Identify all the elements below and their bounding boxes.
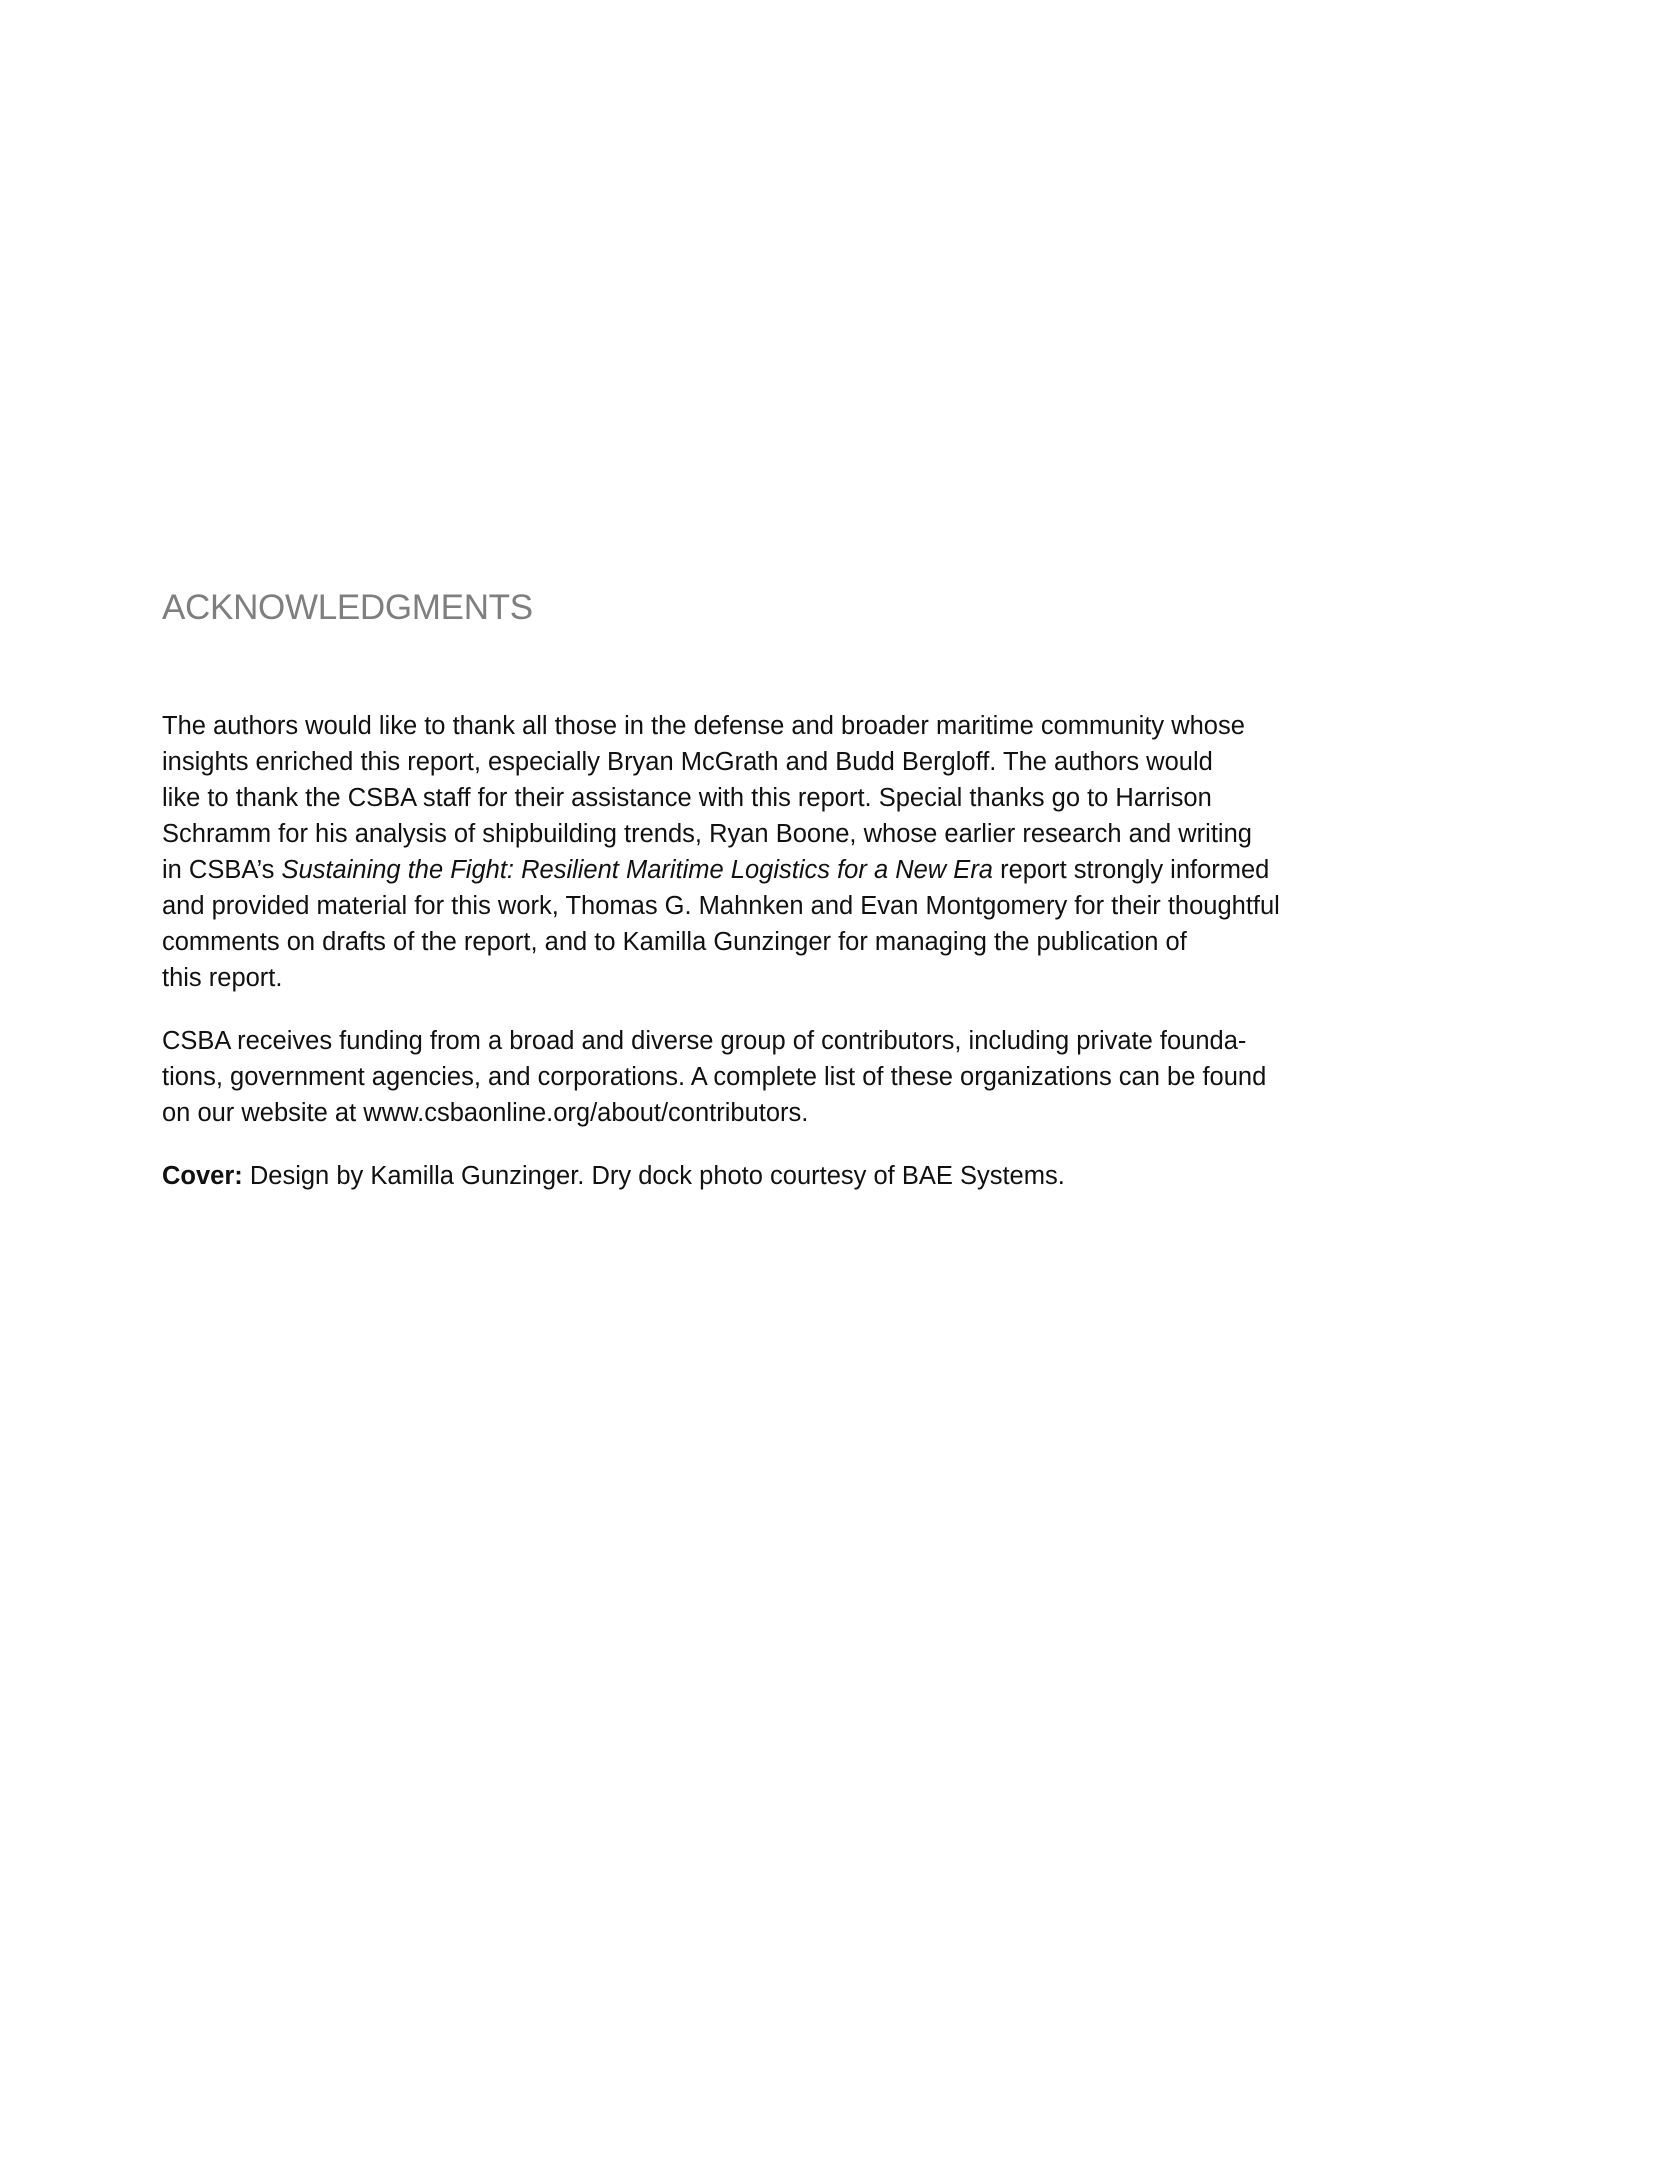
page-title: ACKNOWLEDGMENTS — [162, 588, 533, 627]
cover-credit-text: Design by Kamilla Gunzinger. Dry dock photo courtesy of BAE Systems. — [242, 1162, 1065, 1190]
text-segment: in CSBA’s — [162, 856, 282, 884]
text-line — [162, 1158, 1362, 1194]
text-line — [162, 852, 1362, 888]
paragraph-cover-credit — [162, 1158, 1362, 1194]
text-line: tions, government agencies, and corporations. A complete list of these organizations can be found — [162, 1063, 1267, 1091]
text-line: comments on drafts of the report, and to Kamilla Gunzinger for managing the publication of — [162, 928, 1187, 956]
text-line: on our website at www.csbaonline.org/about/contributors. — [162, 1099, 809, 1127]
paragraph-funding — [162, 1023, 1362, 1131]
report-title-italic: Sustaining the Fight: Resilient Maritime Logistics for a New Era — [281, 856, 993, 884]
acknowledgments-body — [162, 708, 1362, 1221]
text-line: The authors would like to thank all those in the defense and broader maritime community whose — [162, 712, 1245, 740]
text-line: this report. — [162, 964, 283, 992]
cover-label: Cover: — [162, 1162, 243, 1190]
text-line: insights enriched this report, especially Bryan McGrath and Budd Bergloff. The authors would — [162, 748, 1213, 776]
paragraph-thanks — [162, 708, 1362, 996]
text-line: Schramm for his analysis of shipbuilding trends, Ryan Boone, whose earlier research and writing — [162, 820, 1252, 848]
text-line: like to thank the CSBA staff for their assistance with this report. Special thanks go to Harrison — [162, 784, 1212, 812]
text-segment: report strongly informed — [993, 856, 1270, 884]
text-line: and provided material for this work, Thomas G. Mahnken and Evan Montgomery for their thoughtful — [162, 892, 1280, 920]
text-line: CSBA receives funding from a broad and diverse group of contributors, including private founda- — [162, 1027, 1247, 1055]
